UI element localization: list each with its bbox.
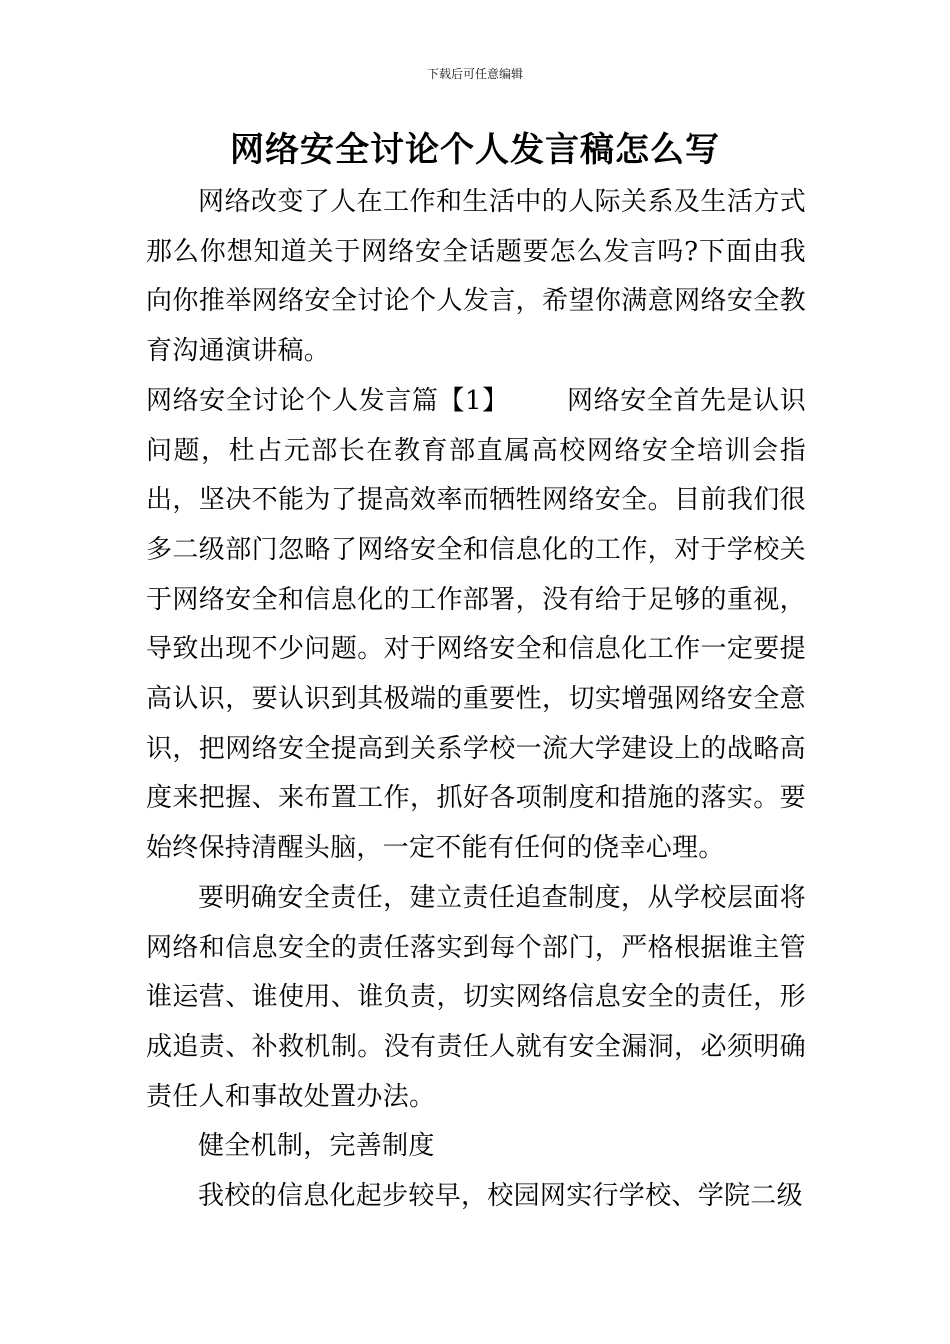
paragraph-3: 我校的信息化起步较早，校园网实行学校、学院二级 xyxy=(198,1181,803,1212)
paragraph-2: 要明确安全责任，建立责任追查制度，从学校层面将网络和信息安全的责任落实到每个部门，严格根据谁主管谁运营、谁使用、谁负责，切实网络信息安全的责任，形成追责、补救机制。没有责任人就有安全漏洞，必须明确责任人和事故处置办法。 xyxy=(146,882,806,1112)
header-note: 下载后可任意编辑 xyxy=(426,67,523,81)
section-heading: 网络安全讨论个人发言篇【1】 xyxy=(146,385,509,416)
intro-paragraph: 网络改变了人在工作和生活中的人际关系及生活方式那么你想知道关于网络安全话题要怎么发言吗?下面由我向你推举网络安全讨论个人发言，希望你满意网络安全教育沟通演讲稿。 xyxy=(146,187,806,367)
section-paragraph xyxy=(146,377,806,874)
document-body xyxy=(146,178,806,1222)
document-title: 网络安全讨论个人发言稿怎么写 xyxy=(230,130,720,170)
paragraph-1: 网络安全首先是认识问题，杜占元部长在教育部直属高校网络安全培训会指出，坚决不能为了提高效率而牺牲网络安全。目前我们很多二级部门忽略了网络安全和信息化的工作，对于学校关于网络安全和信息化的工作部署，没有给于足够的重视，导致出现不少问题。对于网络安全和信息化工作一定要提高认识，要认识到其极端的重要性，切实增强网络安全意识，把网络安全提高到关系学校一流大学建设上的战略高度来把握、来布置工作，抓好各项制度和措施的落实。要始终保持清醒头脑，一定不能有任何的侥幸心理。 xyxy=(146,385,806,864)
subheading: 健全机制，完善制度 xyxy=(198,1131,435,1162)
